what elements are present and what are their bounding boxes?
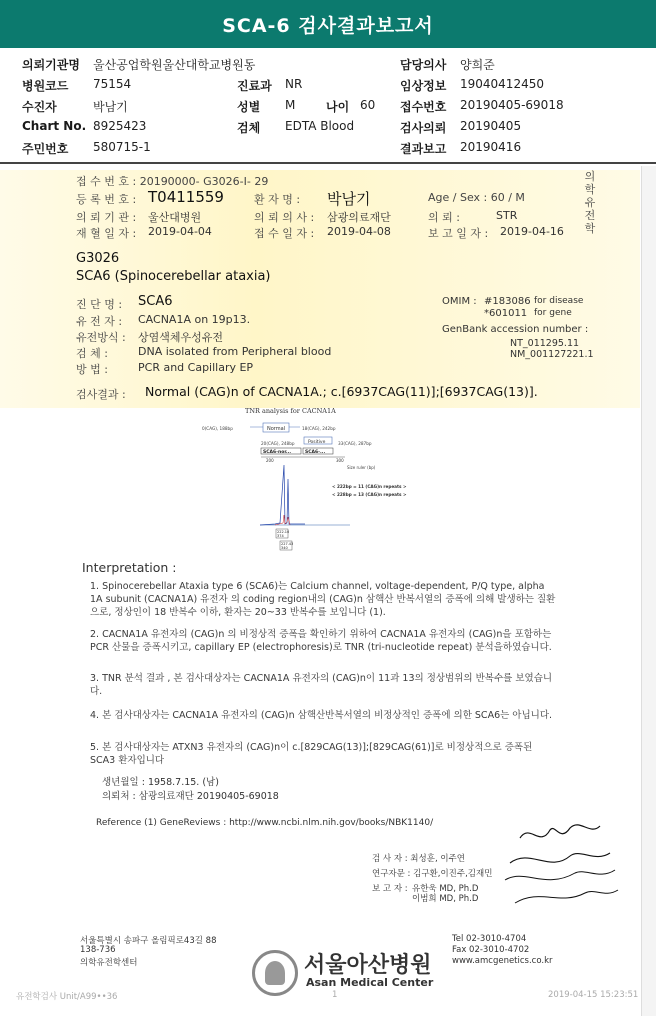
tnr-positive-label: Positive bbox=[308, 440, 326, 445]
handwritten-signature bbox=[500, 818, 620, 918]
header-info bbox=[0, 48, 656, 164]
interpretation-para-4: 4. 본 검사대상자는 CACNA1A 유전자의 (CAG)n 삼핵산반복서열의 비정상적인 증폭에 의한 SCA6는 아닙니다. bbox=[90, 710, 553, 721]
report-date-label: 보 고 일 자 : bbox=[428, 227, 489, 240]
hospital-name-english: Asan Medical Center bbox=[306, 976, 434, 989]
genbank-nt: NT_011295.11 bbox=[510, 338, 580, 349]
tnr-right-caption: 18(CAG), 242bp bbox=[302, 426, 336, 431]
dept-label: 의 뢰 : bbox=[428, 211, 460, 224]
birth-date: 생년월일 : 1958.7.15. (남) bbox=[102, 777, 219, 788]
value-request-date: 20190405 bbox=[460, 119, 522, 133]
tnr-normal-label: Normal bbox=[267, 426, 286, 432]
result-label: 검사결과 : bbox=[76, 388, 126, 401]
value-attending-doctor: 양희준 bbox=[460, 58, 495, 72]
tnr-bar1-label: SCA6-nor... bbox=[263, 450, 292, 455]
reference: Reference (1) GeneReviews : http://www.ncbi.nlm.nih.gov/books/NBK1140/ bbox=[96, 818, 434, 828]
value-department: NR bbox=[285, 77, 303, 91]
omim-disease-note: for disease bbox=[534, 296, 584, 306]
asan-foundation-logo-icon bbox=[252, 950, 298, 996]
reporter-2: 이범희 MD, Ph.D bbox=[412, 894, 479, 904]
tnr-tick-300: 300 bbox=[336, 458, 344, 463]
result-value: Normal (CAG)n of CACNA1A.; c.[6937CAG(11)];[6937CAG(13)]. bbox=[145, 384, 538, 399]
researchers: 연구자문 : 김구환,이진주,김재민 bbox=[372, 869, 493, 879]
value-clinical-info: 19040412450 bbox=[460, 77, 544, 91]
label-sex: 성별 bbox=[237, 100, 261, 114]
value-resident-no: 580715-1 bbox=[93, 140, 151, 154]
org-value: 울산대병원 bbox=[148, 211, 202, 224]
fax: Fax 02-3010-4702 bbox=[452, 945, 530, 955]
test-code: G3026 bbox=[76, 251, 120, 266]
diag-value: SCA6 bbox=[138, 294, 173, 309]
interpretation-para-5: 5. 본 검사대상자는 ATXN3 유전자의 (CAG)n이 c.[829CAG(13)];[829CAG(61)]로 비정상적으로 증폭된 SCA3 환자입니다 bbox=[90, 742, 533, 766]
label-age: 나이 bbox=[326, 100, 350, 114]
patient-label: 환 자 명 : bbox=[254, 193, 301, 206]
tnr-trace-blue bbox=[260, 465, 305, 525]
label-chart-no: Chart No. bbox=[22, 119, 87, 133]
age-sex: Age / Sex : 60 / M bbox=[428, 191, 525, 204]
label-referring-org: 의뢰기관명 bbox=[22, 58, 80, 72]
address-line-3: 의학유전학센터 bbox=[80, 958, 138, 968]
label-attending-doctor: 담당의사 bbox=[400, 58, 447, 72]
value-hospital-code: 75154 bbox=[93, 77, 132, 91]
reg-value: T0411559 bbox=[148, 188, 224, 206]
genbank-nm: NM_001127221.1 bbox=[510, 349, 594, 360]
specimen-value: DNA isolated from Peripheral blood bbox=[138, 345, 332, 358]
specimen-label: 검 체 : bbox=[76, 347, 108, 360]
inherit-value: 상염색체우성유전 bbox=[138, 331, 224, 344]
interpretation-para-3: 3. TNR 분석 결과 , 본 검사대상자는 CACNA1A 유전자의 (CAG)n이 11과 13의 정상범위의 반복수를 보였습니다. bbox=[90, 673, 553, 697]
value-receipt-no: 20190405-69018 bbox=[460, 98, 564, 112]
footer-unit: 유전학검사 Unit/A99••36 bbox=[16, 992, 118, 1002]
tnr-peak-1b: 374 bbox=[277, 534, 284, 538]
label-hospital-code: 병원코드 bbox=[22, 79, 69, 93]
doctor-value: 삼광의료재단 bbox=[327, 211, 391, 224]
tnr-size-label: Size ruler (bp) bbox=[347, 465, 376, 470]
footer-timestamp: 2019-04-15 15:23:51 bbox=[548, 990, 639, 1000]
interpretation-title: Interpretation : bbox=[82, 560, 177, 575]
omim-disease: #183086 bbox=[484, 296, 531, 307]
label-department: 진료과 bbox=[237, 79, 272, 93]
examiners: 검 사 자 : 최성훈, 이주연 bbox=[372, 854, 465, 864]
accession-number: 접 수 번 호 : 20190000- G3026-I- 29 bbox=[76, 175, 269, 188]
tnr-analysis-figure bbox=[202, 405, 430, 555]
dept-value: STR bbox=[496, 209, 518, 222]
collect-value: 2019-04-04 bbox=[148, 225, 212, 238]
interpretation-para-2: 2. CACNA1A 유전자의 (CAG)n 의 비정상적 증폭을 확인하기 위하여 CACNA1A 유전자의 (CAG)n을 포함하는 PCR 산물을 증폭시키고, capillary EP (electrophoresis)로 TNR (tri-nucleotide repeat) 분석을하였습니다. bbox=[90, 629, 552, 653]
report-title: SCA-6 검사결과보고서 bbox=[222, 14, 434, 37]
label-result-report: 결과보고 bbox=[400, 142, 447, 156]
reporter-1: 유한욱 MD, Ph.D bbox=[412, 884, 479, 894]
value-referring-org: 울산공업학원울산대학교병원동 bbox=[93, 58, 256, 72]
value-sex: M bbox=[285, 98, 296, 112]
report-title-banner bbox=[0, 0, 656, 48]
diag-label: 진 단 명 : bbox=[76, 298, 123, 311]
label-patient: 수진자 bbox=[22, 100, 57, 114]
method-label: 방 법 : bbox=[76, 363, 108, 376]
tnr-peak-1: 222.10 bbox=[277, 530, 290, 534]
omim-gene-note: for gene bbox=[534, 308, 572, 318]
tnr-peak-2: 227.43 bbox=[281, 542, 294, 546]
value-specimen: EDTA Blood bbox=[285, 119, 355, 133]
genbank-label: GenBank accession number : bbox=[442, 324, 589, 335]
vertical-department: 의학유전학 bbox=[584, 170, 596, 235]
hospital-name-korean: 서울아산병원 bbox=[304, 953, 432, 978]
receipt-label: 접 수 일 자 : bbox=[254, 227, 315, 240]
tnr-repeat-2: < 228bp = 13 (CAG)n repeats > bbox=[332, 492, 407, 497]
value-chart-no: 8925423 bbox=[93, 119, 147, 133]
receipt-value: 2019-04-08 bbox=[327, 225, 391, 238]
tnr-mid-left: 20(CAG), 248bp bbox=[261, 441, 295, 446]
value-result-report: 20190416 bbox=[460, 140, 522, 154]
page-edge bbox=[642, 166, 656, 1016]
tnr-tick-200: 200 bbox=[266, 458, 274, 463]
reporter-label: 보 고 자 : bbox=[372, 884, 408, 894]
label-specimen: 검체 bbox=[237, 121, 261, 135]
label-receipt-no: 접수번호 bbox=[400, 100, 447, 114]
method-value: PCR and Capillary EP bbox=[138, 361, 254, 374]
page-edge-line bbox=[641, 166, 642, 1016]
website: www.amcgenetics.co.kr bbox=[452, 956, 553, 966]
test-name: SCA6 (Spinocerebellar ataxia) bbox=[76, 269, 271, 284]
referrer: 의뢰처 : 삼광의료재단 20190405-69018 bbox=[102, 791, 279, 802]
patient-value: 박남기 bbox=[327, 190, 371, 208]
gene-label: 유 전 자 : bbox=[76, 315, 123, 328]
gene-value: CACNA1A on 19p13. bbox=[138, 313, 251, 326]
tnr-left-caption: 0(CAG), 188bp bbox=[202, 426, 233, 431]
report-date-value: 2019-04-16 bbox=[500, 225, 564, 238]
tnr-bar2-label: SCA6-... bbox=[305, 450, 326, 455]
address-line-1: 서울특별시 송파구 올림픽로43길 88 bbox=[80, 936, 217, 946]
label-clinical-info: 임상정보 bbox=[400, 79, 447, 93]
collect-label: 재 혈 일 자 : bbox=[76, 227, 137, 240]
doctor-label: 의 뢰 의 사 : bbox=[254, 211, 315, 224]
omim-gene: *601011 bbox=[484, 308, 528, 319]
inherit-label: 유전방식 : bbox=[76, 331, 126, 344]
reg-label: 등 록 번 호 : bbox=[76, 193, 137, 206]
value-age: 60 bbox=[360, 98, 376, 112]
tnr-title: TNR analysis for CACNA1A bbox=[245, 407, 336, 415]
org-label: 의 뢰 기 관 : bbox=[76, 211, 137, 224]
footer-page: 1 bbox=[332, 990, 338, 1000]
value-patient: 박남기 bbox=[93, 100, 128, 114]
tnr-mid-right: 33(CAG), 287bp bbox=[338, 441, 372, 446]
label-resident-no: 주민번호 bbox=[22, 142, 69, 156]
tnr-peak-2b: 340 bbox=[281, 546, 288, 550]
label-request-date: 검사의뢰 bbox=[400, 121, 447, 135]
tel: Tel 02-3010-4704 bbox=[452, 934, 527, 944]
omim-label: OMIM : bbox=[442, 296, 477, 307]
interpretation-para-1: 1. Spinocerebellar Ataxia type 6 (SCA6)는 Calcium channel, voltage-dependent, P/Q type, alpha 1A subunit (CACNA1A) 유전자 의 coding region내의 (CAG)n 삼핵산 반복서열의 증폭에 의해 발생하는 질환으로, 정상인이 18 반복수 이하, 환자는 20~33 반복수를 보입니다 (1). bbox=[90, 581, 556, 618]
address-line-2: 138-736 bbox=[80, 945, 116, 955]
tnr-repeat-1: < 222bp = 11 (CAG)n repeats > bbox=[332, 484, 407, 489]
